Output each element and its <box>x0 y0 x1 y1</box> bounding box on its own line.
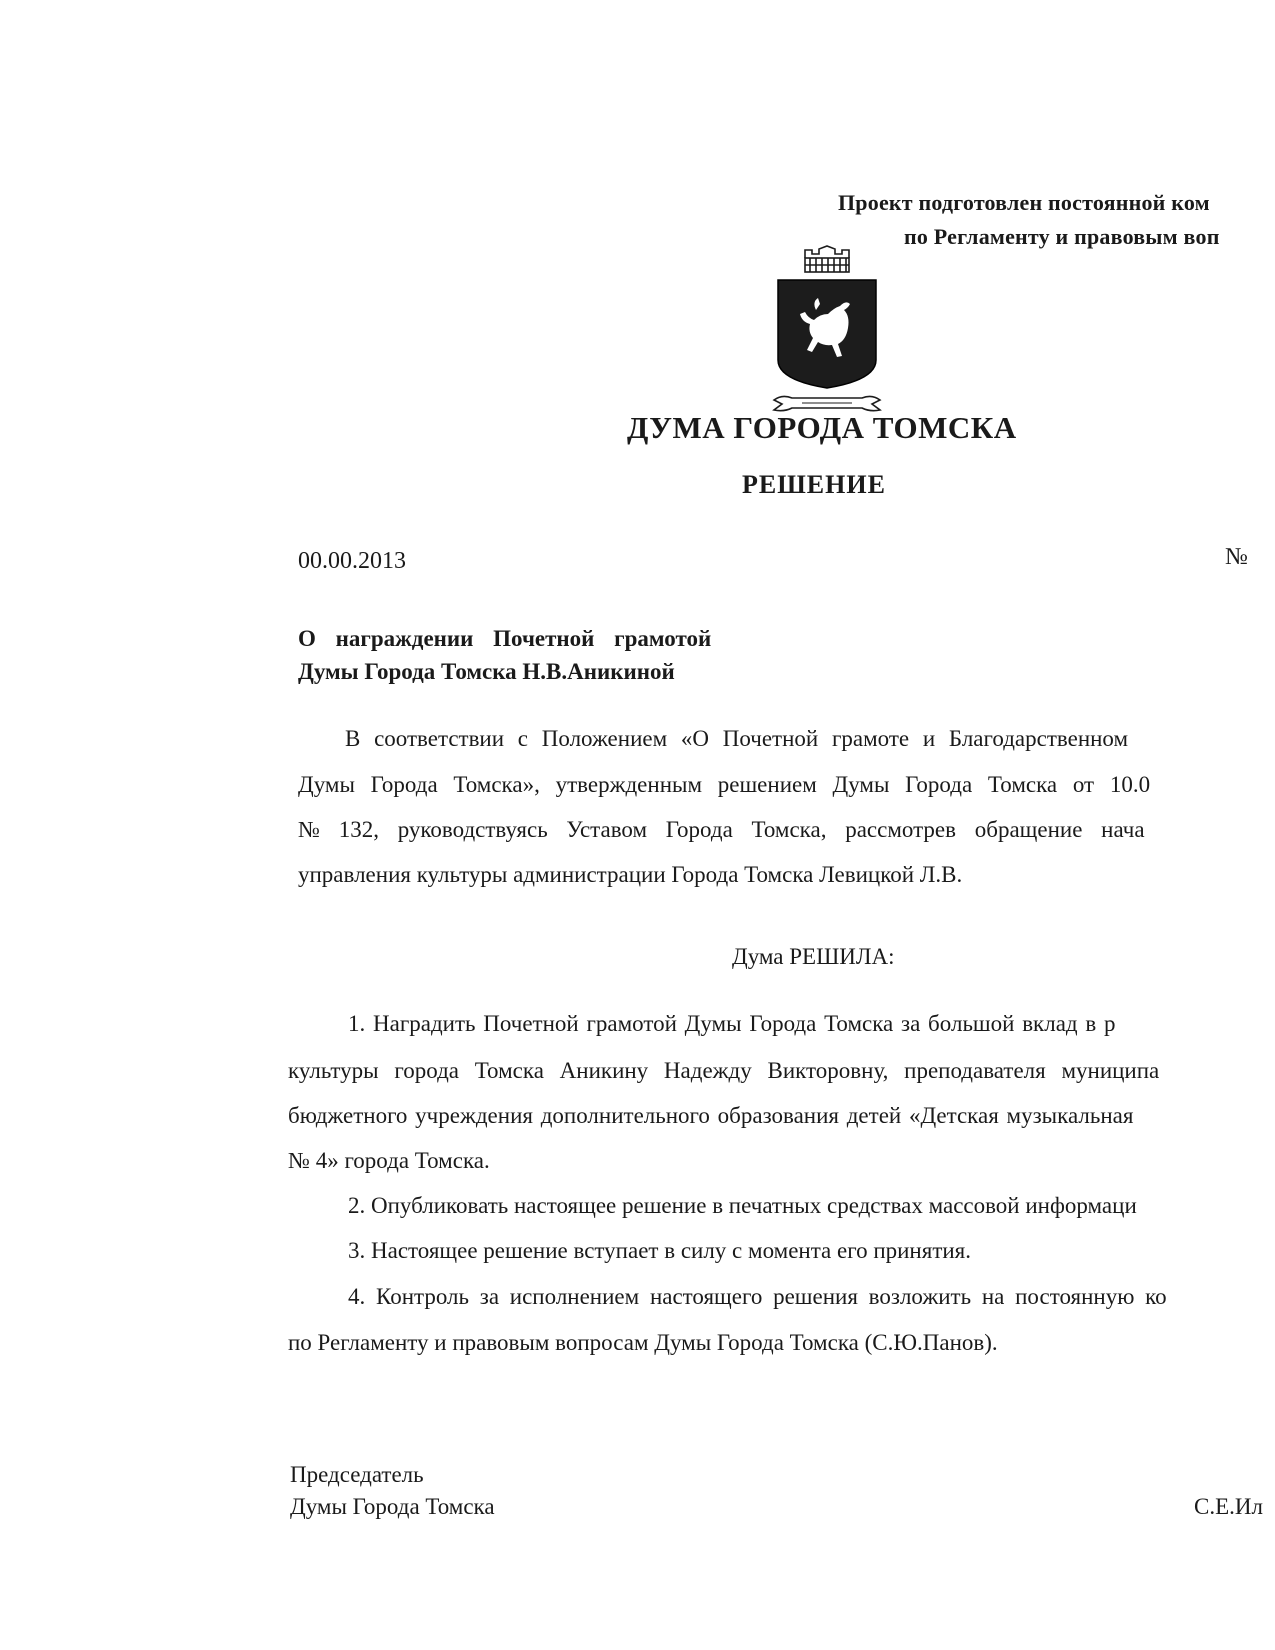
document-number-label: № <box>1225 544 1248 570</box>
document-type: РЕШЕНИЕ <box>742 470 886 499</box>
organization-title: ДУМА ГОРОДА ТОМСКА <box>627 410 1017 445</box>
resolved-heading: Дума РЕШИЛА: <box>732 944 895 969</box>
signatory-name: С.Е.Ил <box>1194 1494 1263 1519</box>
item-1-line: бюджетного учреждения дополнительного образования детей «Детская музыкальная <box>288 1103 1134 1128</box>
item-3: 3. Настоящее решение вступает в силу с момента его принятия. <box>348 1238 972 1263</box>
item-2: 2. Опубликовать настоящее решение в печатных средствах массовой информаци <box>348 1193 1137 1218</box>
crown-icon <box>805 246 849 272</box>
signatory-role-line-2: Думы Города Томска <box>290 1494 495 1519</box>
item-1-line: 1. Наградить Почетной грамотой Думы Города Томска за большой вклад в р <box>348 1011 1116 1036</box>
preamble-line: В соответствии с Положением «О Почетной грамоте и Благодарственном <box>345 726 1129 751</box>
item-4-line: по Регламенту и правовым вопросам Думы Города Томска (С.Ю.Панов). <box>288 1330 998 1355</box>
item-1-line: № 4» города Томска. <box>288 1148 490 1173</box>
item-4-line: 4. Контроль за исполнением настоящего решения возложить на постоянную ко <box>348 1284 1167 1309</box>
prepared-by-line-1: Проект подготовлен постоянной ком <box>838 190 1210 215</box>
preamble-line: № 132, руководствуясь Уставом Города Томска, рассмотрев обращение нача <box>298 817 1145 842</box>
preamble-line: управления культуры администрации Города Томска Левицкой Л.В. <box>298 862 963 887</box>
tomsk-coat-of-arms-icon <box>772 244 882 416</box>
preamble-line: Думы Города Томска», утвержденным решением Думы Города Томска от 10.0 <box>298 772 1151 797</box>
subject-line-2: Думы Города Томска Н.В.Аникиной <box>298 659 675 684</box>
signatory-role-line-1: Председатель <box>290 1462 424 1487</box>
item-1-line: культуры города Томска Аникину Надежду Викторовну, преподавателя муниципа <box>288 1058 1160 1083</box>
ribbon-icon <box>774 396 880 410</box>
subject-line-1: О награждении Почетной грамотой <box>298 626 712 651</box>
prepared-by-line-2: по Регламенту и правовым воп <box>904 224 1220 249</box>
document-date: 00.00.2013 <box>298 548 406 574</box>
